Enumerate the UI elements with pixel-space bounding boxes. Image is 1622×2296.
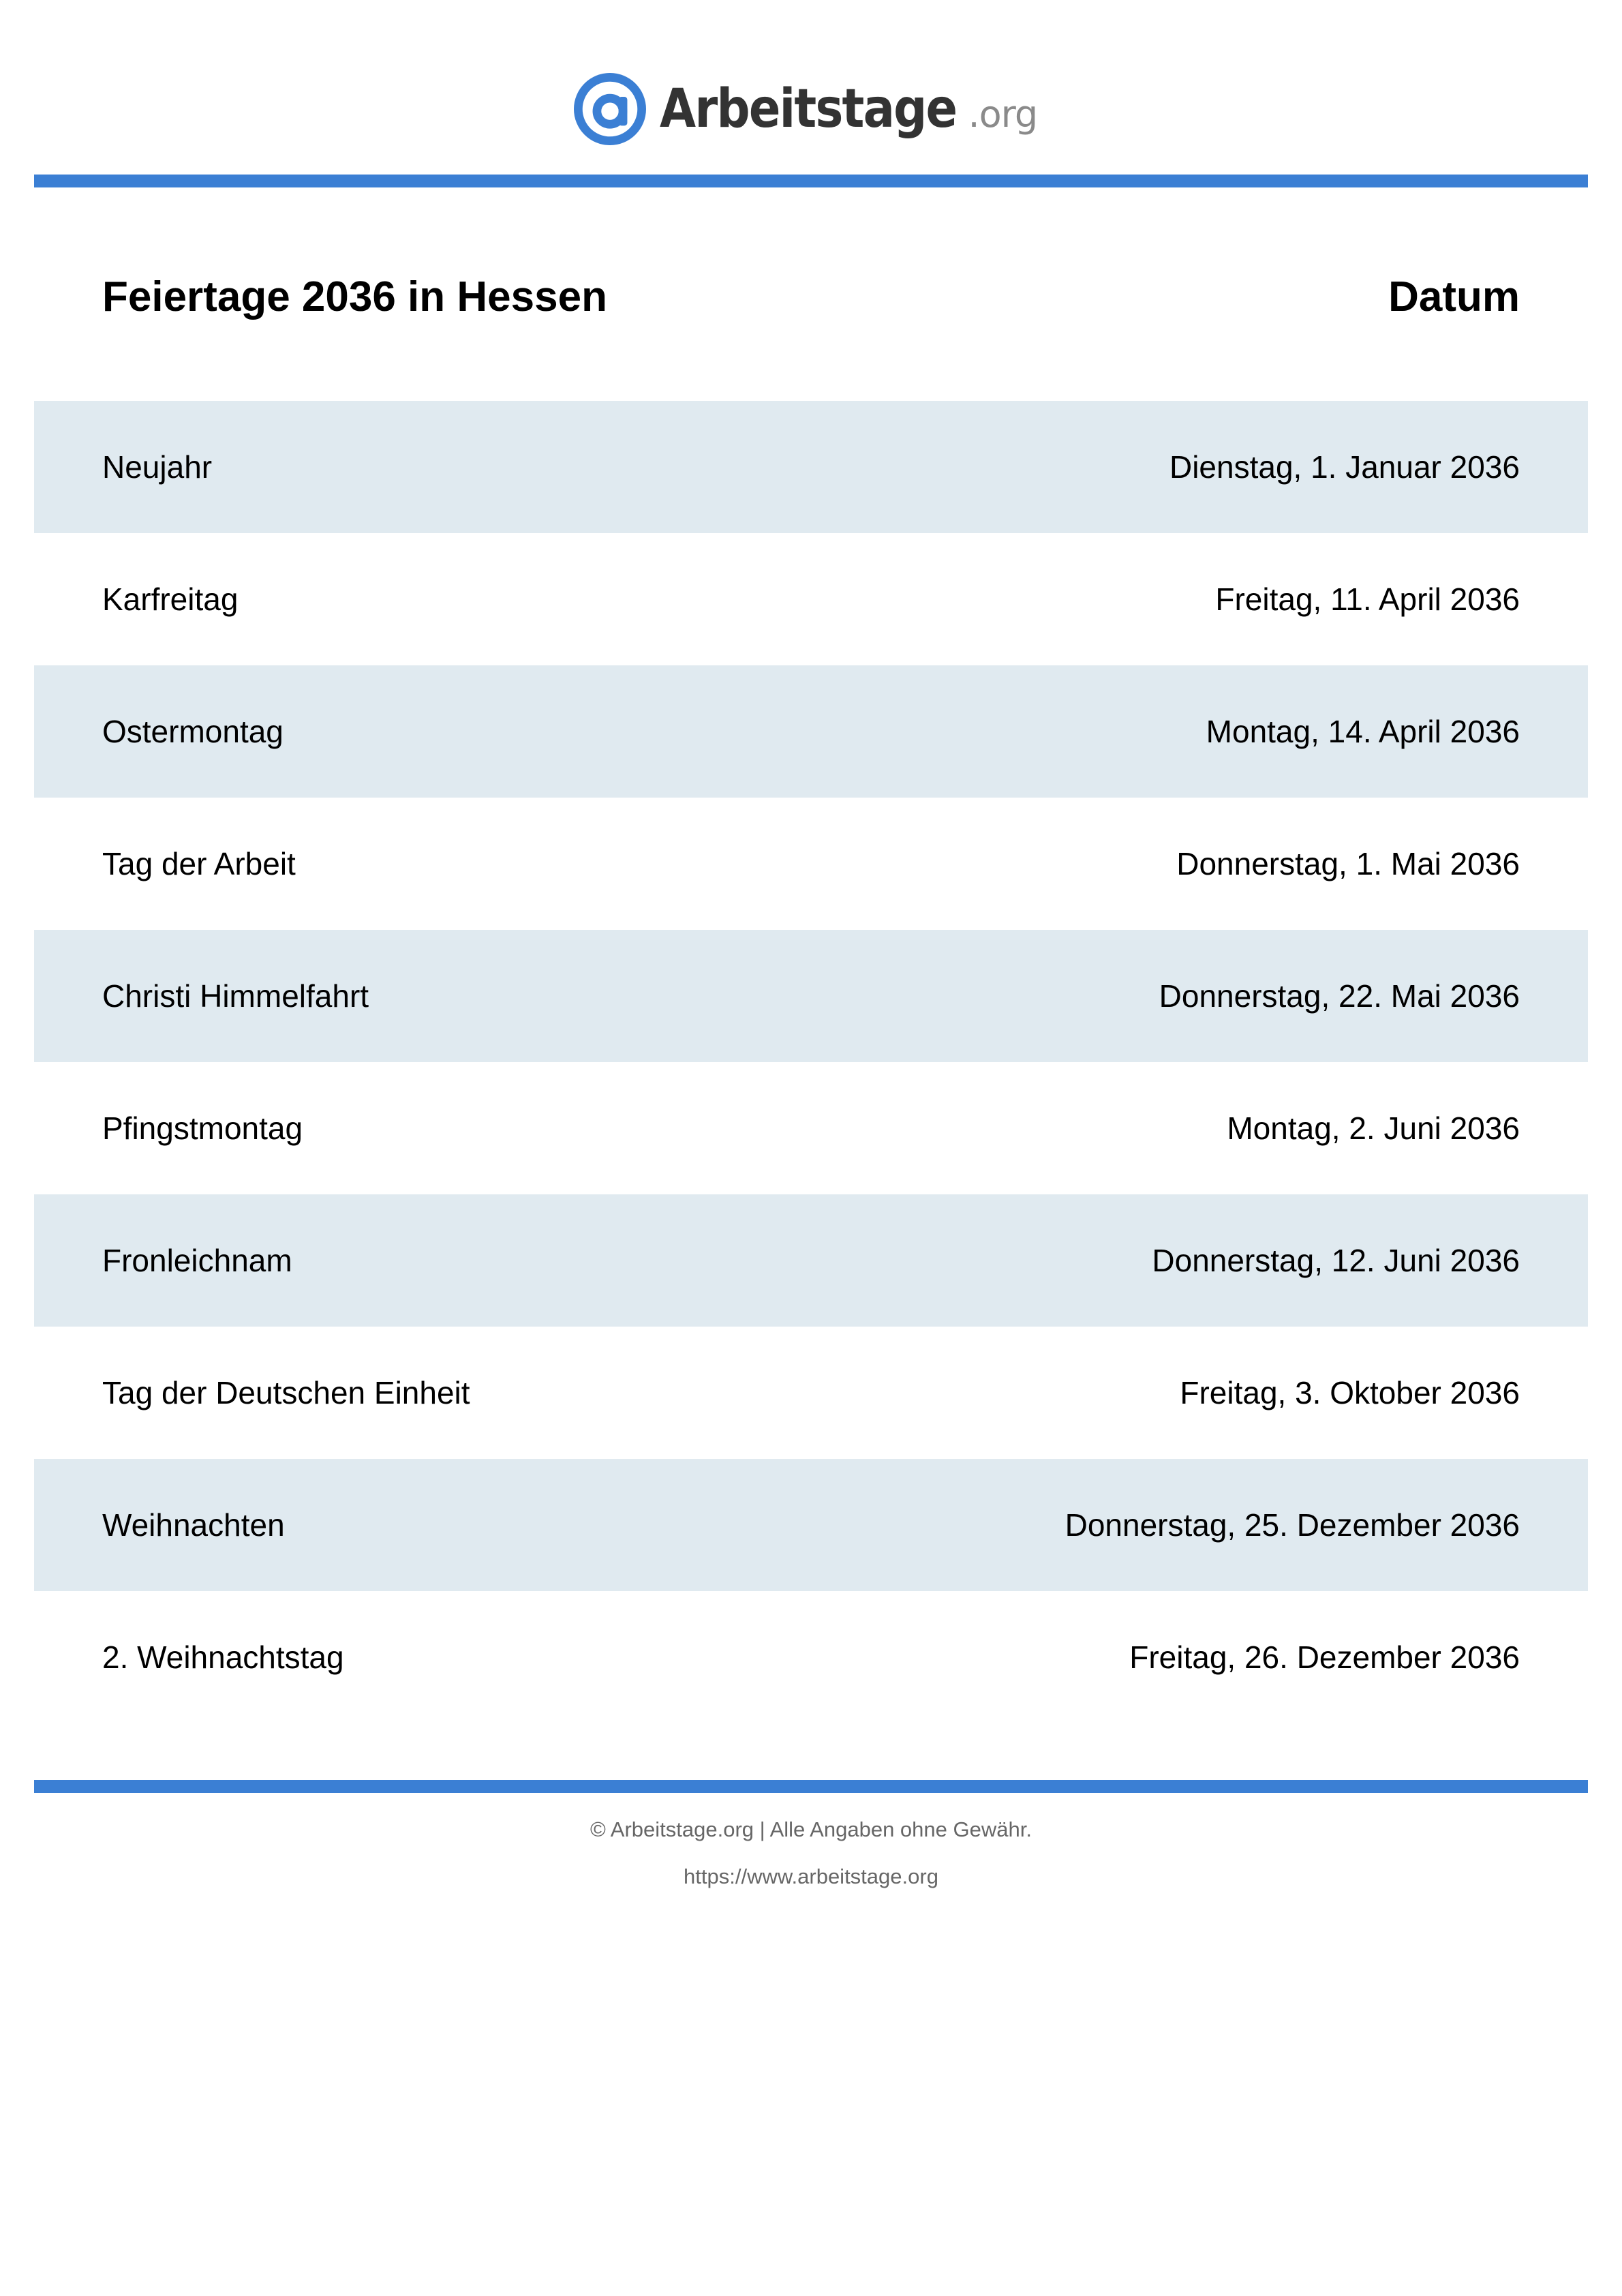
logo-main-text: Arbeitstage <box>659 78 957 140</box>
holiday-name: Ostermontag <box>102 714 284 749</box>
holiday-date: Dienstag, 1. Januar 2036 <box>1169 449 1520 485</box>
holiday-name: Fronleichnam <box>102 1243 292 1278</box>
holiday-date: Montag, 2. Juni 2036 <box>1227 1111 1520 1146</box>
date-column-header: Datum <box>1388 273 1520 320</box>
holiday-date: Freitag, 11. April 2036 <box>1215 581 1520 617</box>
holiday-date: Donnerstag, 25. Dezember 2036 <box>1065 1507 1520 1543</box>
table-row <box>34 665 1588 798</box>
table-row <box>34 533 1588 665</box>
holiday-name: Christi Himmelfahrt <box>102 978 369 1014</box>
footer-divider <box>34 1780 1588 1793</box>
table-row <box>34 1591 1588 1723</box>
table-header <box>34 259 1588 334</box>
holiday-name: 2. Weihnachtstag <box>102 1640 344 1675</box>
logo-wordmark <box>660 78 1037 140</box>
holiday-date: Freitag, 26. Dezember 2036 <box>1129 1640 1520 1675</box>
at-sign-icon <box>574 73 646 145</box>
holiday-date: Donnerstag, 22. Mai 2036 <box>1159 978 1520 1014</box>
holiday-name: Weihnachten <box>102 1507 285 1543</box>
table-row <box>34 1327 1588 1459</box>
holiday-name: Pfingstmontag <box>102 1111 303 1146</box>
header-divider <box>34 175 1588 187</box>
table-row <box>34 1062 1588 1194</box>
table-row <box>34 401 1588 533</box>
footer-copyright: © Arbeitstage.org | Alle Angaben ohne Gewähr. <box>590 1817 1032 1841</box>
table-row <box>34 1194 1588 1327</box>
table-title: Feiertage 2036 in Hessen <box>102 273 607 320</box>
footer-url: https://www.arbeitstage.org <box>684 1864 938 1888</box>
holiday-name: Neujahr <box>102 449 213 485</box>
holiday-date: Donnerstag, 12. Juni 2036 <box>1152 1243 1520 1278</box>
holiday-table <box>34 401 1588 1723</box>
table-row <box>34 798 1588 930</box>
holiday-date: Montag, 14. April 2036 <box>1206 714 1520 749</box>
logo-group <box>574 73 1037 145</box>
holiday-name: Karfreitag <box>102 581 239 617</box>
holiday-name: Tag der Arbeit <box>102 846 296 881</box>
logo-tld-text: .org <box>968 93 1038 136</box>
holiday-name: Tag der Deutschen Einheit <box>102 1375 470 1410</box>
table-row <box>34 930 1588 1062</box>
site-logo <box>0 71 1622 147</box>
table-row <box>34 1459 1588 1591</box>
holiday-date: Freitag, 3. Oktober 2036 <box>1180 1375 1520 1410</box>
holiday-date: Donnerstag, 1. Mai 2036 <box>1176 846 1520 881</box>
